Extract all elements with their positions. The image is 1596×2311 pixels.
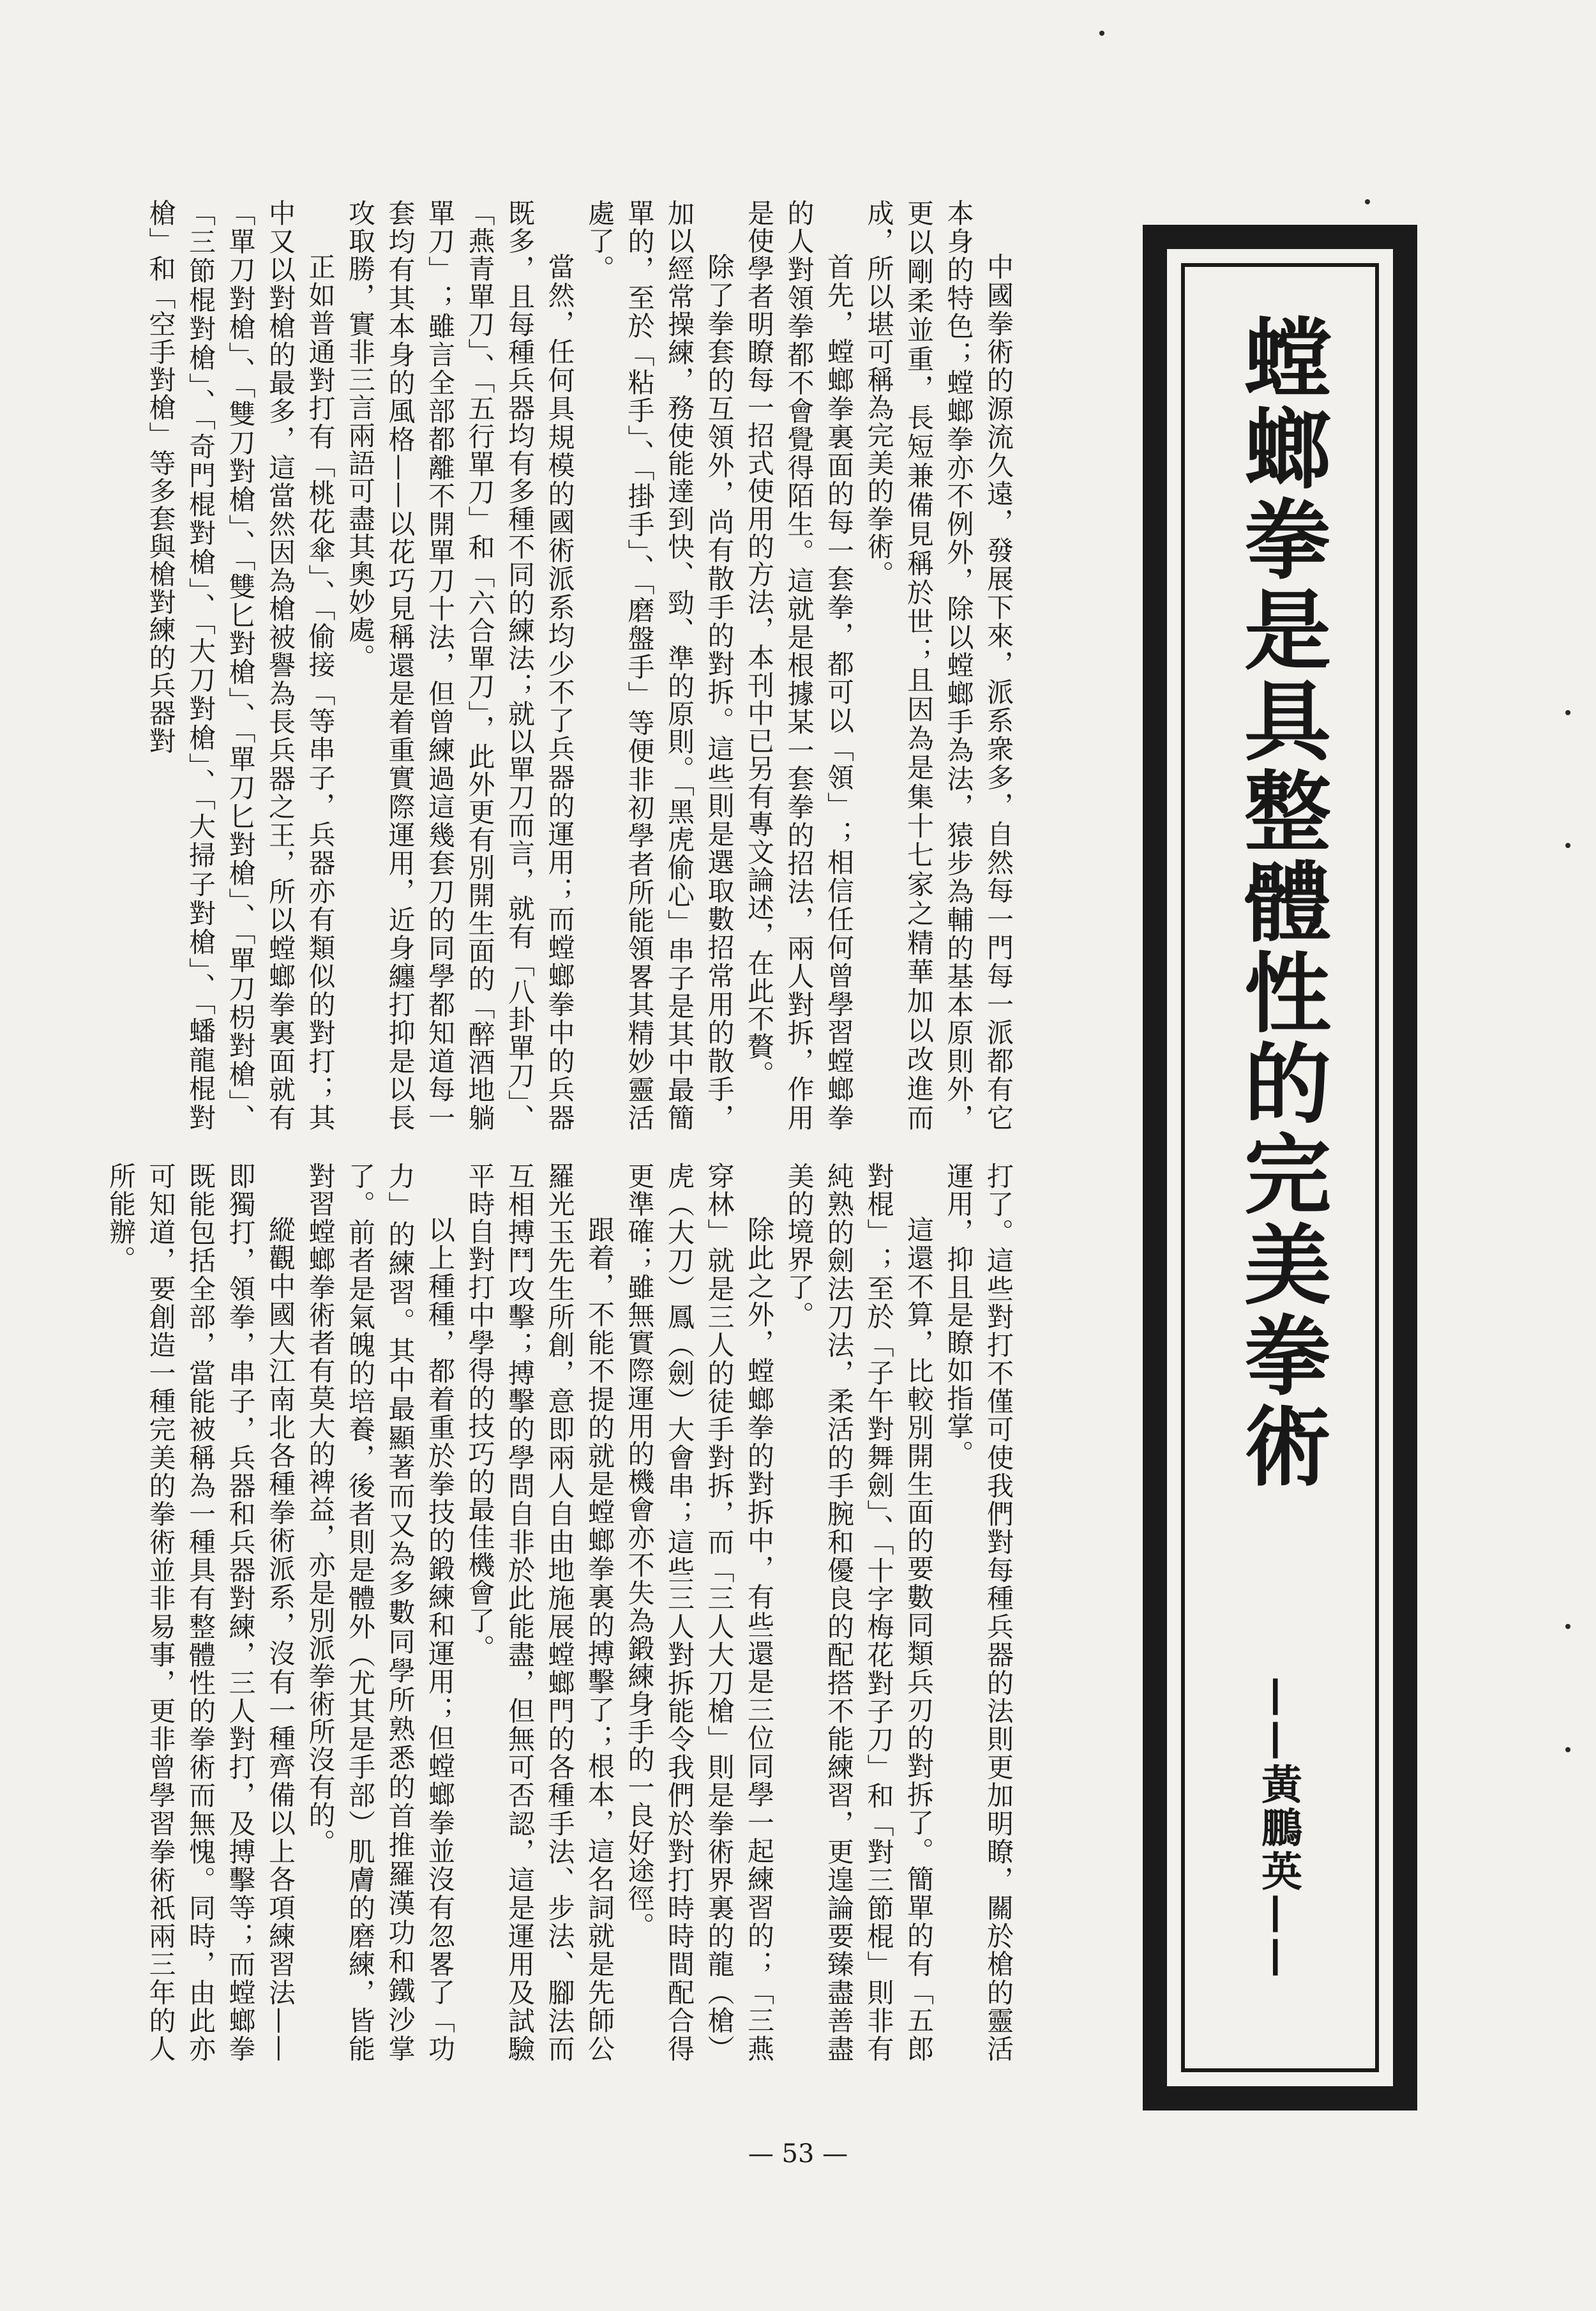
scan-speck [1565, 710, 1570, 715]
scan-speck [1565, 1624, 1570, 1629]
article-author: ——黃鵬英—— [1254, 1676, 1302, 1980]
article-title: 螳螂拳是具整體性的完美拳術 [1229, 313, 1331, 1492]
scan-speck [1565, 1747, 1570, 1752]
body-paragraph: 除了拳套的互領外，尚有散手的對拆。這些則是選取數招常用的散手，加以經常操練，務使能達到快、勁、準的原則。「黑虎偷心」串子是其中最簡單的，至於「粘手」、「掛手」、「磨盤手」等便非初學者所能領畧其精妙靈活處了。 [584, 199, 735, 1132]
body-paragraph: 正如普通對打有「桃花傘」、「偷接「等串子，兵器亦有類似的對打；其中又以對槍的最多，這當然因為槍被譽為長兵器之王，所以螳螂拳裏面就有「單刀對槍」、「雙刀對槍」、「雙匕對槍」、「單刀匕對槍」、「單刀枴對槍」、「三節棍對槍」、「奇門棍對槍」、「大刀對槍」、「大掃子對槍」、「蟠龍棍對槍」和「空手對槍」等多套與槍對練的兵器對 [145, 199, 336, 1132]
scan-speck [1565, 843, 1570, 848]
scan-speck [1099, 31, 1104, 36]
body-paragraph: 跟着，不能不提的就是螳螂拳裏的搏擊了；根本，這名詞就是先師公羅光玉先生所創，意即兩人自由地施展螳螂門的各種手法、步法、腳法而互相搏鬥攻擊；搏擊的學問自非於此能盡，但無可否認，這是運用及試驗平時自對打中學得的技巧的最佳機會了。 [464, 1162, 615, 2063]
article-body-lower [86, 1162, 1018, 2063]
body-paragraph: 這還不算，比較別開生面的要數同類兵刃的對拆了。簡單的有「五郎對棍」；至於「子午對舞劍」、「十字梅花對子刀」和「對三節棍」則非有純熟的劍法刀法，柔活的手腕和優良的配搭不能練習，更遑論要臻盡善盡美的境界了。 [783, 1162, 935, 2063]
body-paragraph: 以上種種，都着重於拳技的鍛練和運用；但螳螂拳並沒有忽畧了「功力」的練習。其中最顯著而又為多數同學所熟悉的首推羅漢功和鐵沙掌了。前者是氣魄的培養，後者則是體外（尤其是手部）肌膚的磨練，皆能對習螳螂拳術者有莫大的裨益，亦是別派拳術所沒有的。 [305, 1162, 456, 2063]
body-paragraph: 打了。這些對打不僅可使我們對每種兵器的法則更加明瞭，關於槍的靈活運用，抑且是瞭如指掌。 [943, 1162, 1014, 2063]
body-paragraph: 當然，任何具規模的國術派系均少不了兵器的運用；而螳螂拳中的兵器既多，且每種兵器均有多種不同的練法；就以單刀而言，就有「八卦單刀」、「燕青單刀」、「五行單刀」和「六合單刀」，此外更有別開生面的「醉酒地躺單刀」；雖言全部都離不開單刀十法，但曾練過這幾套刀的同學都知道每一套均有其本身的風格——以花巧見稱還是着重實際運用，近身纏打抑是以長攻取勝，實非三言兩語可盡其奧妙處。 [345, 199, 576, 1132]
body-paragraph: 除此之外，螳螂拳的對拆中，有些還是三位同學一起練習的；「三燕穿林」就是三人的徒手對拆，而「三人大刀槍」則是拳術界裏的龍（槍）虎（大刀）鳳（劍）大會串；這些三人對拆能令我們於對打時時間配合得更準確；雖無實際運用的機會亦不失為鍛練身手的一良好途徑。 [624, 1162, 775, 2063]
article-body-upper [86, 199, 1018, 1132]
body-paragraph: 中國拳術的源流久遠，發展下來，派系衆多，自然每一門每一派都有它本身的特色；螳螂拳亦不例外，除以螳螂手為法，猿步為輔的基本原則外，更以剛柔並重，長短兼備見稱於世；且因為是集十七家之精華加以改進而成，所以堪可稱為完美的拳術。 [863, 199, 1014, 1132]
page-number: — 53 — [748, 2139, 848, 2169]
body-paragraph: 首先，螳螂拳裏面的每一套拳，都可以「領」；相信任何曾學習螳螂拳的人對領拳都不會覺得陌生。這就是根據某一套拳的招法，兩人對拆，作用是使學者明瞭每一招式使用的方法，本刊中已另有專文論述，在此不贅。 [744, 199, 855, 1132]
scan-speck [1365, 199, 1370, 204]
body-paragraph: 縱觀中國大江南北各種拳術派系，沒有一種齊備以上各項練習法——即獨打，領拳，串子，兵器和兵器對練，三人對打，及搏擊等；而螳螂拳既能包括全部，當能被稱為一種具有整體性的拳術而無愧。同時，由此亦可知道，要創造一種完美的拳術並非易事，更非曾學習拳術祇兩三年的人所能辦。 [105, 1162, 296, 2063]
